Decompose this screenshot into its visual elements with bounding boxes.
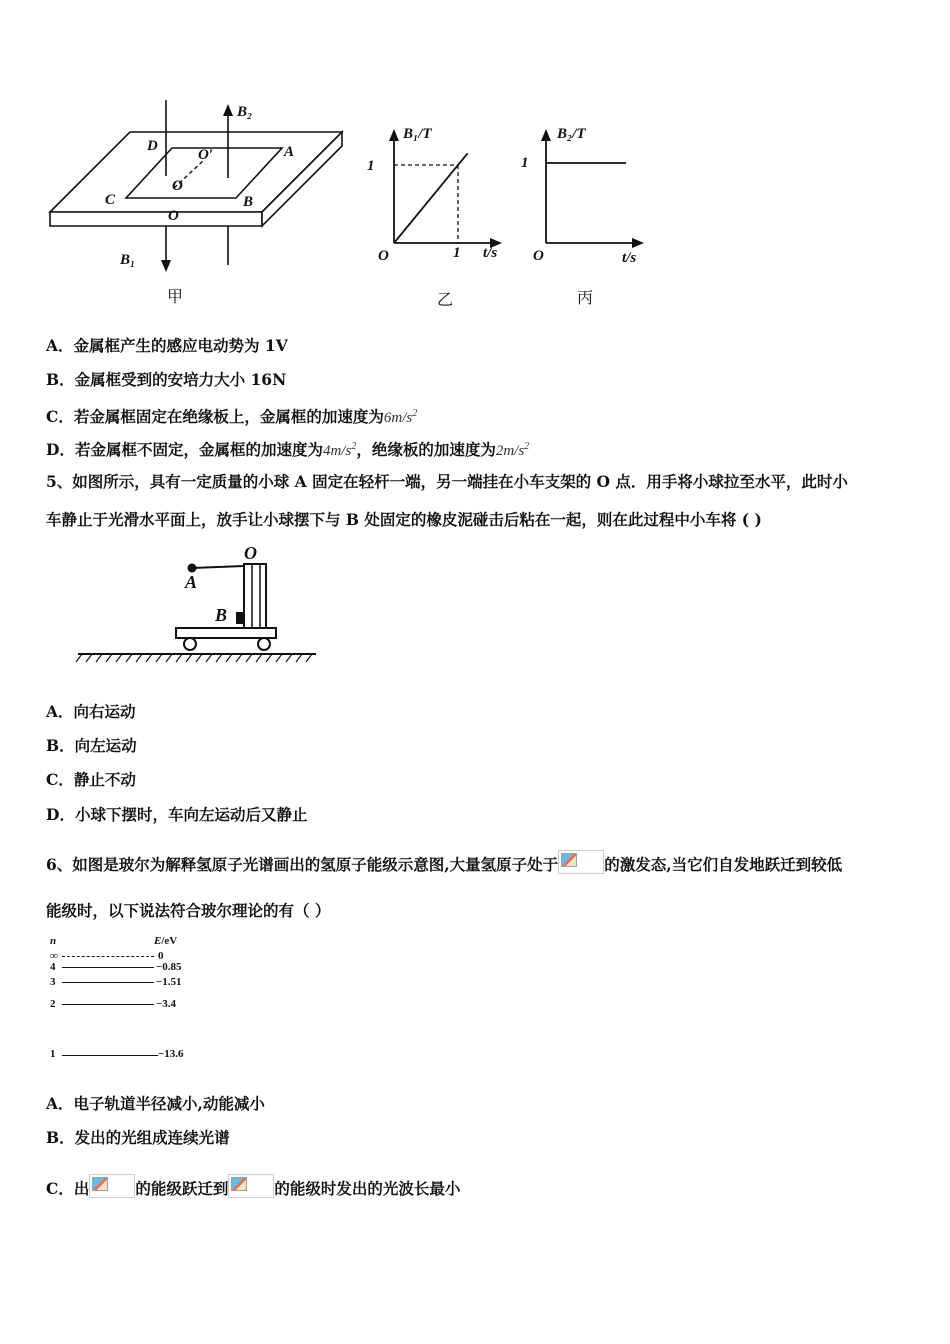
cart-label-O: O	[244, 543, 257, 563]
caption-yi: 乙	[437, 290, 454, 309]
label-Oprime: O′	[198, 147, 214, 163]
q4-option-a: A．金属框产生的感应电动势为 1V	[46, 336, 288, 355]
yi-xtick: 1	[453, 245, 461, 261]
bing-origin: O	[533, 248, 544, 264]
q6-stem-line1: 6、如图是玻尔为解释氢原子光谱画出的氢原子能级示意图,大量氢原子处于 的激发态,当它们自发地跃迁到较低	[46, 850, 842, 875]
q6-option-b: B．发出的光组成连续光谱	[46, 1128, 230, 1147]
chart-bing	[528, 125, 653, 255]
q5-option-c: C．静止不动	[46, 770, 136, 789]
q4-option-d: D．若金属框不固定，金属框的加速度为$4m/s^2$，绝缘板的加速度为$2m/s^2$	[46, 440, 530, 459]
level-n-3: 3	[50, 976, 56, 988]
caption-jia: 甲	[167, 287, 184, 306]
label-D: D	[147, 138, 158, 154]
q5-option-b: B．向左运动	[46, 736, 137, 755]
caption-bing: 丙	[577, 288, 594, 307]
e-label: E/eV	[154, 935, 178, 947]
label-O: O	[168, 208, 179, 224]
cart-label-A: A	[185, 572, 198, 592]
missing-image-icon	[228, 1174, 274, 1198]
level-n-inf: ∞	[50, 950, 58, 962]
figure-jia	[46, 100, 346, 305]
chart-yi	[376, 125, 511, 255]
label-O-inner: O	[172, 178, 183, 194]
series-line-B1	[394, 153, 468, 243]
q5-stem-line2: 车静止于光滑水平面上，放手让小球摆下与 B 处固定的橡皮泥碰击后粘在一起，则在此过程中小车将 ( )	[46, 510, 762, 529]
level-n-4: 4	[50, 961, 56, 973]
missing-image-icon	[558, 850, 604, 874]
level-e-2: −3.4	[156, 998, 177, 1010]
q4-option-c: C．若金属框固定在绝缘板上，金属框的加速度为$6m/s^2$	[46, 407, 418, 426]
q6-stem-line2: 能级时，以下说法符合玻尔理论的有（ ）	[46, 901, 331, 920]
yi-origin: O	[378, 248, 389, 264]
level-n-2: 2	[50, 998, 56, 1010]
energy-level-diagram	[46, 935, 206, 1065]
figure-cart	[76, 540, 321, 665]
yi-ylabel: B₁/T	[403, 126, 432, 142]
level-e-3: −1.51	[156, 976, 182, 988]
q5-option-a: A．向右运动	[46, 702, 136, 721]
bing-xlabel: t/s	[622, 250, 637, 266]
label-A: A	[284, 144, 295, 160]
label-B: B	[243, 194, 254, 210]
bing-ylabel: B₂/T	[557, 126, 586, 142]
level-e-inf: 0	[158, 950, 164, 962]
yi-ytick: 1	[367, 158, 375, 174]
q5-option-d: D．小球下摆时，车向左运动后又静止	[46, 805, 308, 824]
q4-option-b: B．金属框受到的安培力大小 16N	[46, 370, 287, 389]
level-e-4: −0.85	[156, 961, 182, 973]
label-B2: B₂	[237, 104, 253, 120]
level-e-1: −13.6	[158, 1048, 184, 1060]
q5-stem-line1: 5、如图所示，具有一定质量的小球 A 固定在轻杆一端，另一端挂在小车支架的 O 点．用手将小球拉至水平，此时小	[46, 472, 848, 491]
yi-xlabel: t/s	[483, 245, 498, 261]
label-B1: B₁	[120, 252, 136, 268]
q6-option-c: C．出 的能级跃迁到 的能级时发出的光波长最小	[46, 1174, 460, 1199]
q6-option-a: A．电子轨道半径减小,动能减小	[46, 1094, 265, 1113]
missing-image-icon	[89, 1174, 135, 1198]
bing-ytick: 1	[521, 155, 529, 171]
level-n-1: 1	[50, 1048, 56, 1060]
cart-label-B: B	[215, 605, 228, 625]
n-label: n	[50, 935, 57, 947]
label-C: C	[105, 192, 116, 208]
